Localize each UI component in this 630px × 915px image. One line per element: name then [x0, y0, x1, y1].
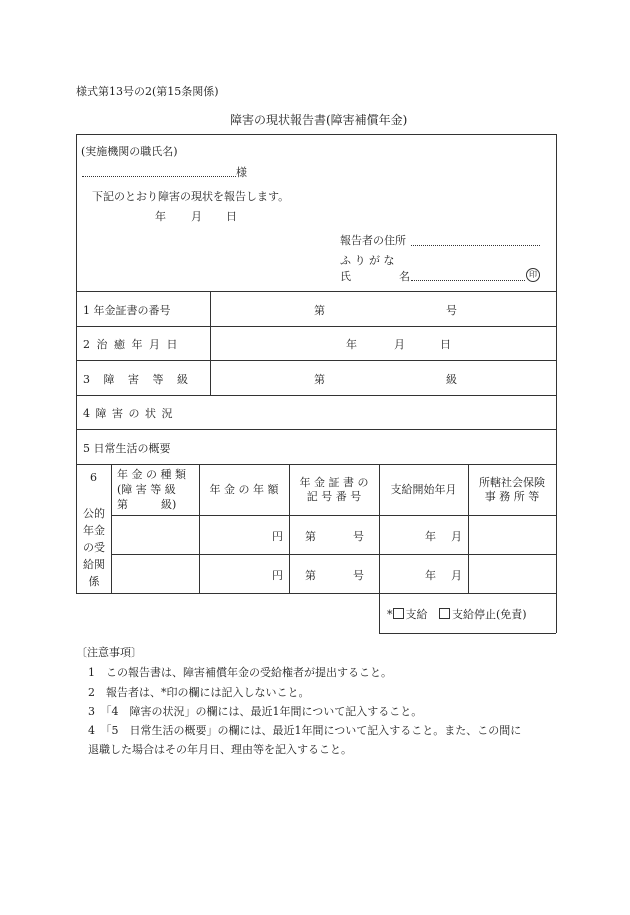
col-start-date: 支給開始年月 [390, 482, 457, 496]
col-office: 所轄社会保険 事 務 所 等 [479, 475, 545, 503]
col-pension-amount: 年 金 の 年 額 [209, 482, 279, 496]
report-form [76, 134, 556, 633]
status-box [387, 606, 527, 622]
name-label-2: 名 [399, 270, 410, 283]
grade-label: 3 障 害 等 級 [83, 373, 188, 386]
section-6-number: 6 [90, 471, 97, 484]
name-field[interactable] [411, 280, 525, 281]
row1-year: 年 [425, 530, 436, 543]
row2-go: 号 [353, 569, 364, 582]
date-month: 月 [191, 210, 202, 223]
note-item: 3 「4 障害の状況」の欄には、最近1年間について記入すること。 [88, 705, 423, 718]
row2-yen: 円 [272, 569, 283, 582]
name-label-1: 氏 [340, 270, 351, 283]
pay-label: 支給 [405, 608, 428, 621]
stop-checkbox[interactable] [439, 608, 450, 619]
pension-cert-label: 1 年金証書の番号 [83, 304, 171, 317]
col-pension-kind: 年 金 の 種 類 (障 害 等 級 第 級) [117, 468, 186, 511]
row1-dai: 第 [305, 530, 316, 543]
cure-year: 年 [346, 338, 357, 351]
date-day: 日 [226, 210, 237, 223]
note-item: 1 この報告書は、障害補償年金の受給権者が提出すること。 [88, 666, 392, 679]
pension-cert-dai: 第 [314, 304, 325, 317]
asterisk: * [387, 608, 393, 621]
date-year: 年 [155, 210, 166, 223]
cure-month: 月 [394, 338, 405, 351]
daily-life-label: 5 日常生活の概要 [83, 442, 171, 455]
note-item: 退職した場合はその年月日、理由等を記入すること。 [88, 743, 352, 756]
furigana-label: ふ り が な [340, 254, 395, 267]
notes-heading: 〔注意事項〕 [76, 646, 142, 659]
reporter-address-field[interactable] [411, 245, 540, 246]
note-item: 4 「5 日常生活の概要」の欄には、最近1年間について記入すること。また、この間に [88, 724, 522, 737]
reporter-address-label: 報告者の住所 [340, 234, 406, 247]
row1-yen: 円 [272, 530, 283, 543]
pay-checkbox[interactable] [393, 608, 404, 619]
grade-kyu: 級 [446, 373, 457, 386]
addressee-label: (実施機関の職氏名) [81, 145, 178, 158]
stop-label: 支給停止(免責) [452, 608, 527, 621]
cure-date-label: 2 治 癒 年 月 日 [83, 338, 178, 351]
statement: 下記のとおり障害の現状を報告します。 [92, 190, 290, 203]
addressee-field[interactable] [82, 176, 236, 177]
pension-cert-go: 号 [446, 304, 457, 317]
row2-dai: 第 [305, 569, 316, 582]
row2-year: 年 [425, 569, 436, 582]
grade-dai: 第 [314, 373, 325, 386]
cure-day: 日 [440, 338, 451, 351]
row1-go: 号 [353, 530, 364, 543]
status-label: 4 障 害 の 状 況 [83, 407, 173, 420]
section-6-label: 公的 年金 の受 給関 係 [83, 507, 105, 588]
row2-month: 月 [451, 569, 462, 582]
form-number: 様式第13号の2(第15条関係) [76, 85, 219, 98]
row1-month: 月 [451, 530, 462, 543]
col-cert-number: 年 金 証 書 の 記 号 番 号 [299, 475, 369, 503]
form-title: 障害の現状報告書(障害補償年金) [230, 113, 408, 127]
honorific: 様 [236, 166, 247, 179]
seal-icon: 印 [526, 268, 540, 282]
note-item: 2 報告者は、*印の欄には記入しないこと。 [88, 686, 310, 699]
